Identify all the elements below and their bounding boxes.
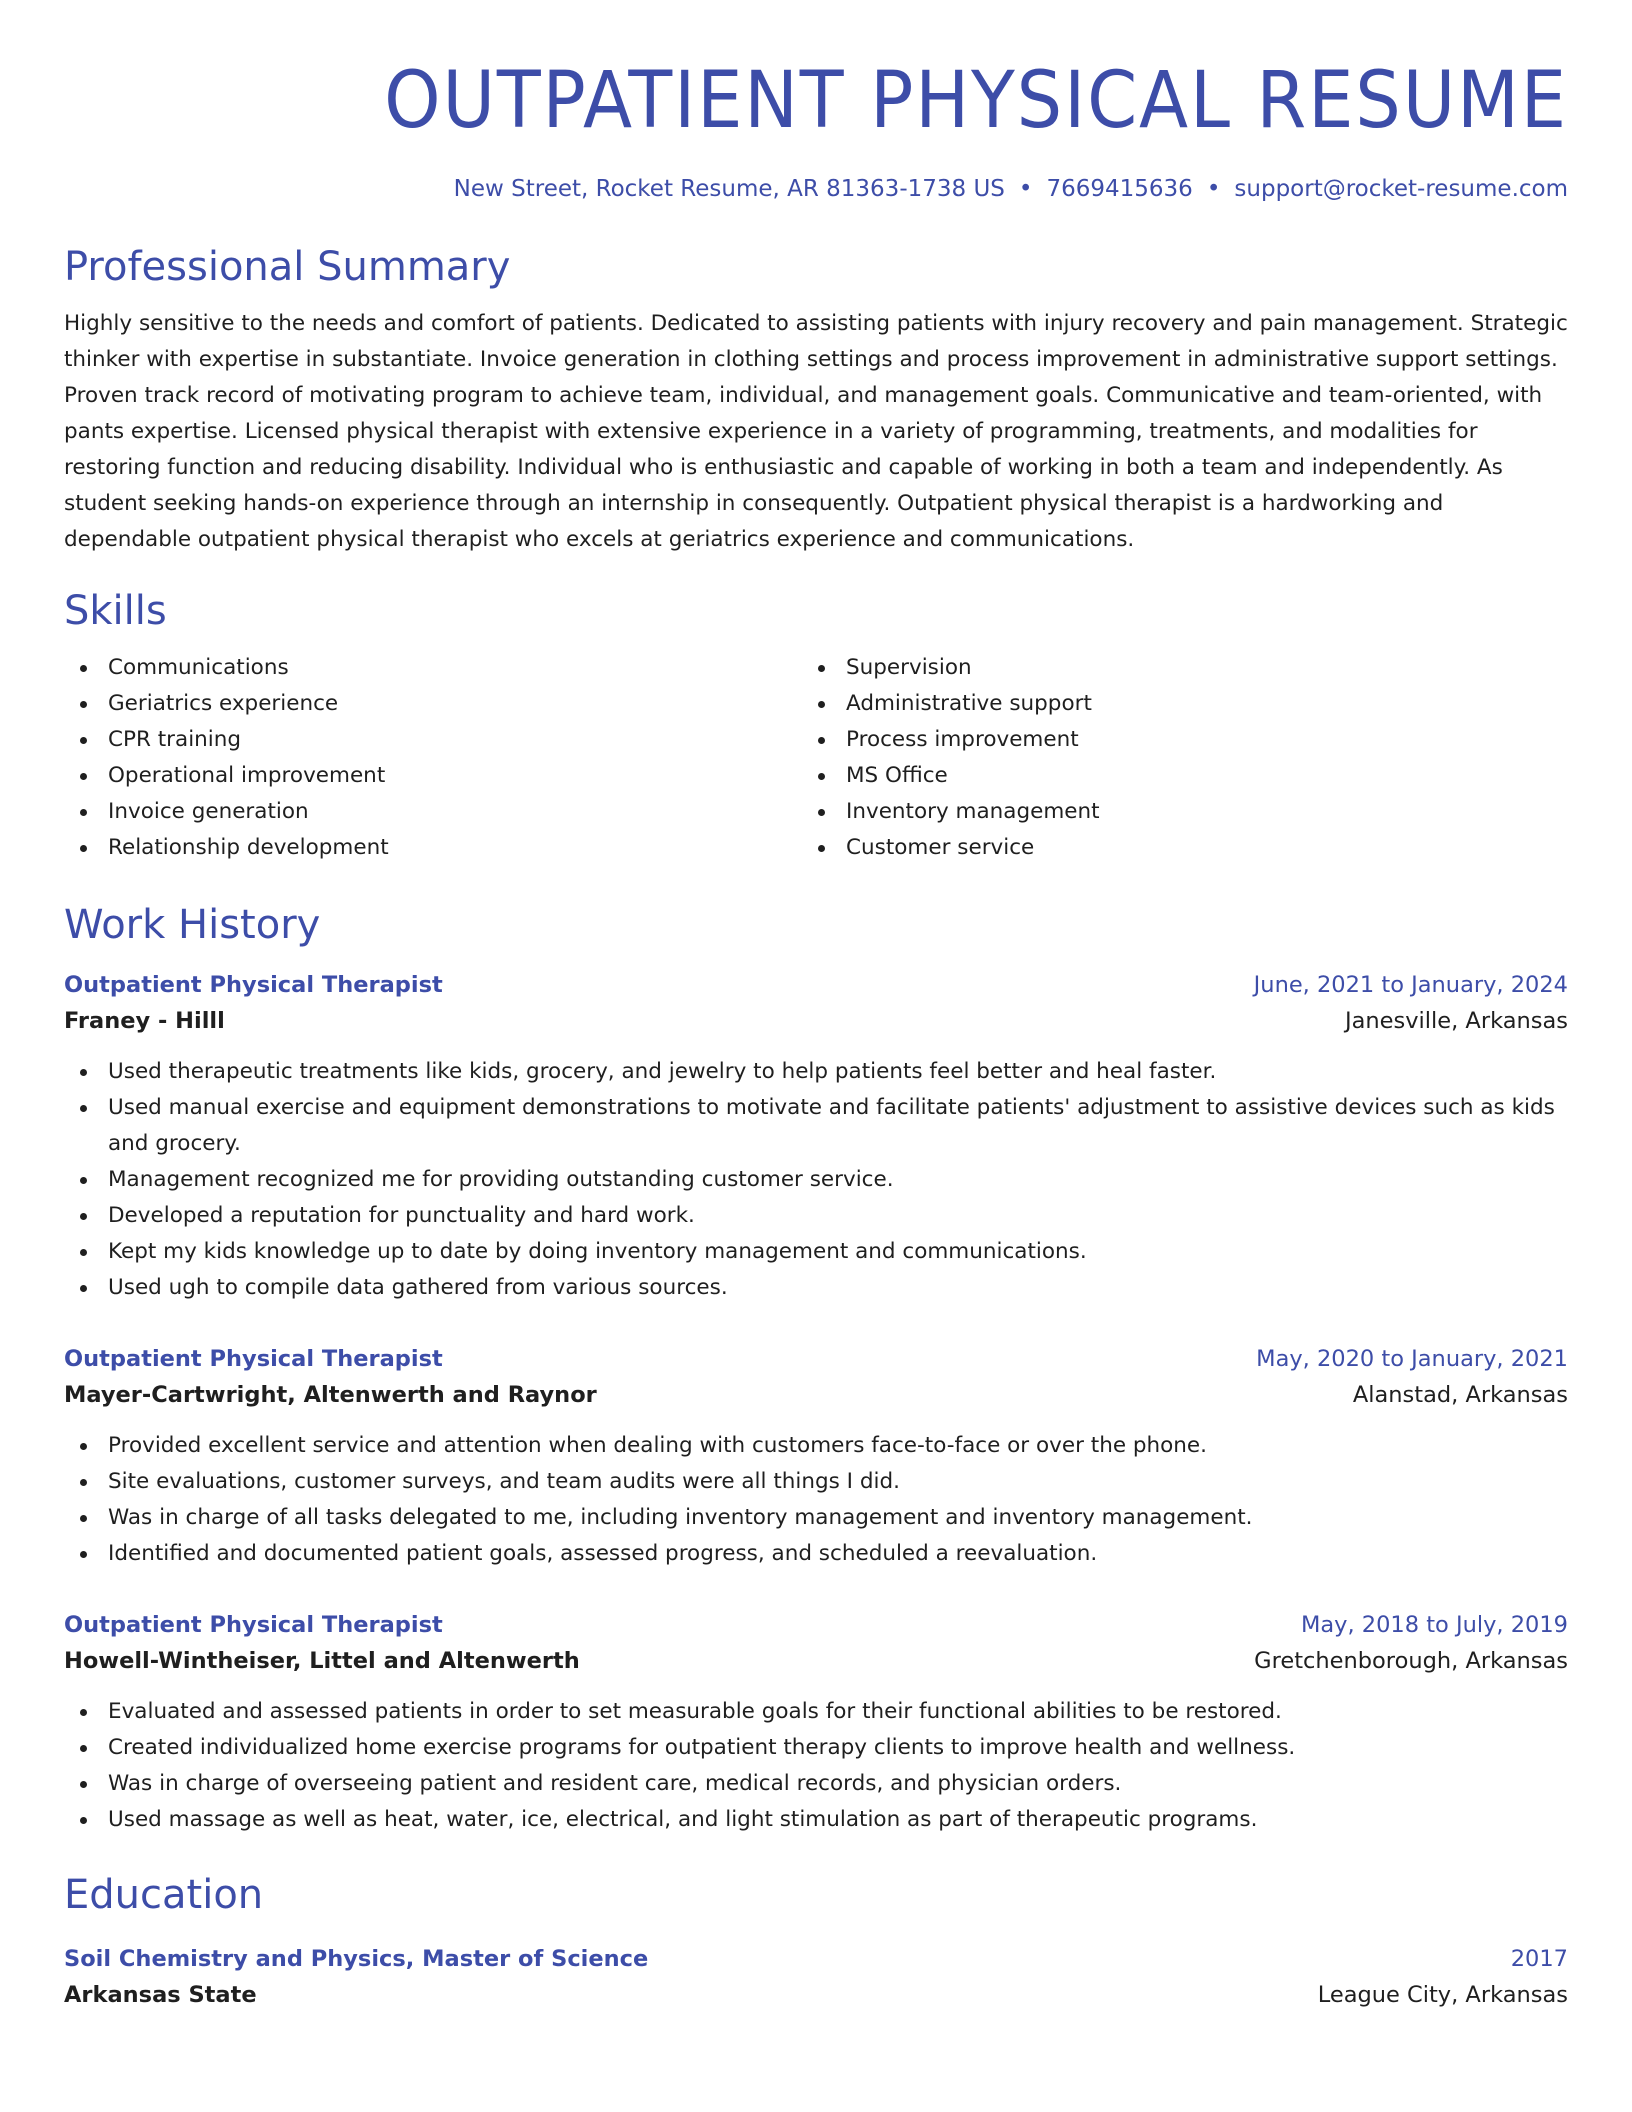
job-bullets: [64, 1428, 1568, 1572]
contact-line: [64, 174, 1568, 204]
skill-item: Process improvement: [802, 722, 1540, 758]
job-bullet: Kept my kids knowledge up to date by doing inventory management and communications.: [64, 1234, 1568, 1270]
job-entry: [64, 1608, 1568, 1838]
contact-phone[interactable]: 7669415636: [1046, 176, 1193, 202]
job-bullet: Identified and documented patient goals, assessed progress, and scheduled a reevaluation.: [64, 1536, 1568, 1572]
job-bullets: [64, 1054, 1568, 1306]
job-bullet: Management recognized me for providing outstanding customer service.: [64, 1162, 1568, 1198]
job-company-row: [64, 1002, 1568, 1040]
section-heading: Work History: [64, 902, 321, 948]
job-entry: [64, 1342, 1568, 1572]
skills-column-right: [802, 650, 1540, 866]
skills-section: [64, 588, 1568, 866]
work-history-section: [64, 902, 1568, 1838]
job-company-row: [64, 1376, 1568, 1414]
job-bullets: [64, 1694, 1568, 1838]
skill-item: Geriatrics experience: [64, 686, 802, 722]
education-location: League City, Arkansas: [1317, 1982, 1568, 2008]
job-bullet: Used therapeutic treatments like kids, grocery, and jewelry to help patients feel better and heal faster.: [64, 1054, 1568, 1090]
education-year: 2017: [1510, 1946, 1568, 1972]
job-bullet: Created individualized home exercise programs for outpatient therapy clients to improve health and wellness.: [64, 1730, 1568, 1766]
job-bullet: Used massage as well as heat, water, ice, electrical, and light stimulation as part of therapeutic programs.: [64, 1802, 1568, 1838]
job-company: Franey - Hilll: [64, 1008, 225, 1034]
contact-email[interactable]: support@rocket-resume.com: [1234, 176, 1568, 202]
education-section: [64, 1872, 1568, 2014]
skills-column-left: [64, 650, 802, 866]
section-heading: Education: [64, 1872, 264, 1918]
resume-header: [64, 0, 1568, 204]
job-title-row: [64, 1342, 1568, 1376]
job-dates: May, 2018 to July, 2019: [1300, 1612, 1568, 1638]
professional-summary-section: [64, 244, 1568, 558]
job-title-row: [64, 1608, 1568, 1642]
skill-item: Operational improvement: [64, 758, 802, 794]
skill-item: Supervision: [802, 650, 1540, 686]
education-school: Arkansas State: [64, 1982, 257, 2008]
job-bullet: Used ugh to compile data gathered from various sources.: [64, 1270, 1568, 1306]
skill-item: Relationship development: [64, 830, 802, 866]
skill-item: MS Office: [802, 758, 1540, 794]
job-title-row: [64, 968, 1568, 1002]
education-entry: [64, 1942, 1568, 2014]
job-location: Gretchenborough, Arkansas: [1254, 1648, 1568, 1674]
job-dates: June, 2021 to January, 2024: [1253, 972, 1568, 998]
education-degree: Soil Chemistry and Physics, Master of Science: [64, 1946, 649, 1972]
education-degree-row: [64, 1942, 1568, 1976]
job-role: Outpatient Physical Therapist: [64, 972, 443, 998]
skill-item: Administrative support: [802, 686, 1540, 722]
contact-address: New Street, Rocket Resume, AR 81363-1738 US: [453, 176, 1005, 202]
skill-item: Customer service: [802, 830, 1540, 866]
education-school-row: [64, 1976, 1568, 2014]
job-bullet: Provided excellent service and attention when dealing with customers face-to-face or over the phone.: [64, 1428, 1568, 1464]
skill-item: CPR training: [64, 722, 802, 758]
job-bullet: Site evaluations, customer surveys, and team audits were all things I did.: [64, 1464, 1568, 1500]
job-company: Mayer-Cartwright, Altenwerth and Raynor: [64, 1382, 597, 1408]
job-company-row: [64, 1642, 1568, 1680]
job-company: Howell-Wintheiser, Littel and Altenwerth: [64, 1648, 580, 1674]
job-bullet: Was in charge of overseeing patient and resident care, medical records, and physician orders.: [64, 1766, 1568, 1802]
job-location: Janesville, Arkansas: [1344, 1008, 1568, 1034]
section-heading: Skills: [64, 588, 167, 634]
resume-title: OUTPATIENT PHYSICAL RESUME: [384, 56, 1568, 146]
separator-dot: •: [1206, 176, 1221, 202]
job-role: Outpatient Physical Therapist: [64, 1346, 443, 1372]
skill-item: Communications: [64, 650, 802, 686]
summary-text: Highly sensitive to the needs and comfort of patients. Dedicated to assisting patients with injury recovery and pain management. Strategic thinker with expertise in substantiate. Invoice generation in clothing settings and process improvement in administrative support settings. Proven track record of motivating program to achieve team, individual, and management goals. Communicative and team-oriented, with pants expertise. Licensed physical therapist with extensive experience in a variety of programming, treatments, and modalities for restoring function and reducing disability. Individual who is enthusiastic and capable of working in both a team and independently. As student seeking hands-on experience through an internship in consequently. Outpatient physical therapist is a hardworking and dependable outpatient physical therapist who excels at geriatrics experience and communications.: [64, 311, 1568, 552]
skills-grid: [64, 650, 1568, 866]
job-bullet: Was in charge of all tasks delegated to me, including inventory management and inventory management.: [64, 1500, 1568, 1536]
job-bullet: Developed a reputation for punctuality and hard work.: [64, 1198, 1568, 1234]
job-location: Alanstad, Arkansas: [1352, 1382, 1568, 1408]
job-entry: [64, 968, 1568, 1306]
job-bullet: Evaluated and assessed patients in order to set measurable goals for their functional abilities to be restored.: [64, 1694, 1568, 1730]
section-heading: Professional Summary: [64, 244, 511, 290]
job-dates: May, 2020 to January, 2021: [1256, 1346, 1568, 1372]
job-role: Outpatient Physical Therapist: [64, 1612, 443, 1638]
skill-item: Invoice generation: [64, 794, 802, 830]
skill-item: Inventory management: [802, 794, 1540, 830]
separator-dot: •: [1018, 176, 1033, 202]
job-bullet: Used manual exercise and equipment demonstrations to motivate and facilitate patients' adjustment to assistive devices such as kids and grocery.: [64, 1090, 1568, 1162]
